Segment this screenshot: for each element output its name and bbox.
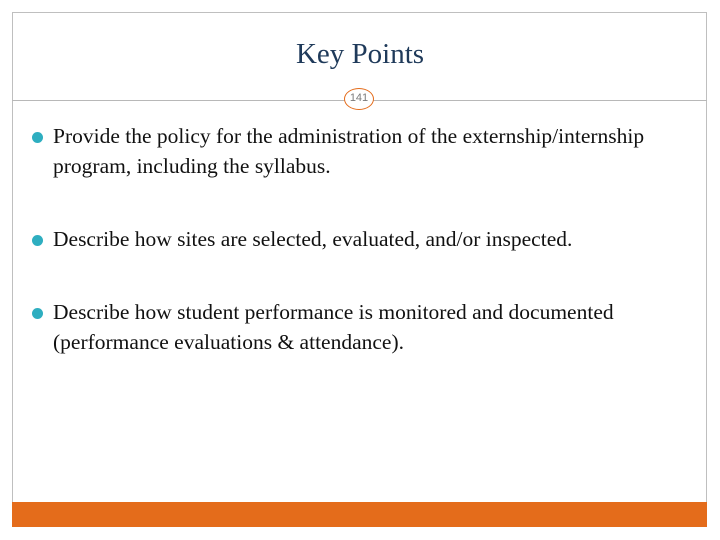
bullet-dot-icon xyxy=(32,308,43,319)
bullet-dot-icon xyxy=(32,132,43,143)
bullet-text: Describe how sites are selected, evaluated, and/or inspected. xyxy=(53,227,573,251)
bullet-text: Describe how student performance is monitored and documented (performance evaluations & attendance). xyxy=(53,300,614,354)
bullet-item xyxy=(30,224,700,254)
slide-title: Key Points xyxy=(295,38,425,70)
footer-accent-bar xyxy=(12,502,707,527)
bullet-text: Provide the policy for the administration of the externship/internship program, including the syllabus. xyxy=(53,124,645,178)
page-number-badge: 141 xyxy=(344,88,374,110)
bullet-dot-icon xyxy=(32,235,43,246)
bullet-item xyxy=(30,297,700,357)
bullet-list xyxy=(30,121,700,357)
bullet-item xyxy=(30,121,700,181)
